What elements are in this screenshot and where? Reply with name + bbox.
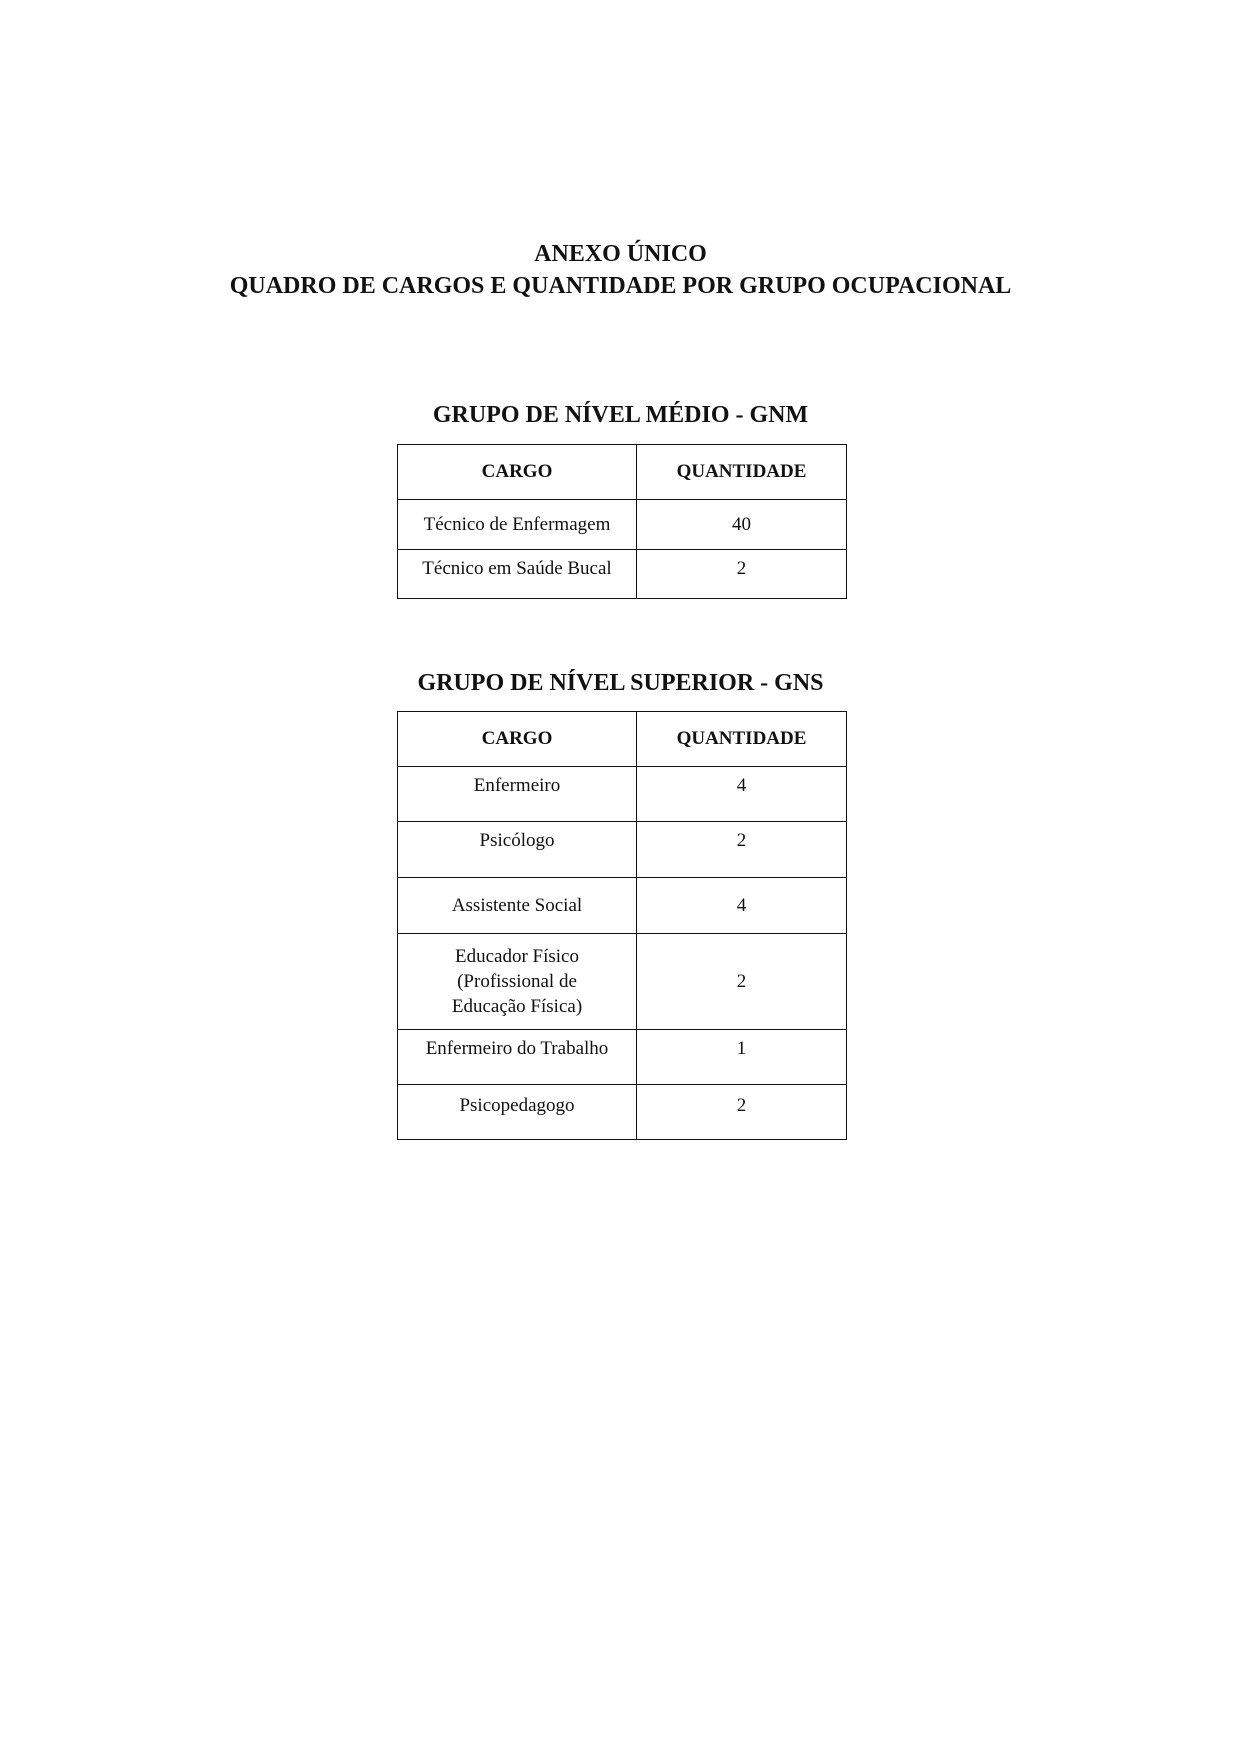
cargo-cell: Assistente Social [398, 878, 637, 934]
gns-table [397, 711, 847, 1140]
quantidade-cell: 4 [637, 878, 847, 934]
cargo-line: (Profissional de [457, 971, 577, 992]
column-header-cargo: CARGO [398, 712, 637, 767]
annex-title: ANEXO ÚNICO [534, 241, 707, 267]
quantidade-cell: 2 [637, 934, 847, 1030]
table-header-row [398, 712, 847, 767]
table-row [398, 1085, 847, 1140]
cargo-cell: Técnico de Enfermagem [398, 500, 637, 550]
table-row [398, 822, 847, 878]
quantidade-cell: 2 [637, 822, 847, 878]
table-row [398, 934, 847, 1030]
table-row [398, 550, 847, 599]
gnm-table [397, 444, 847, 599]
table-row [398, 767, 847, 822]
cargo-cell [398, 934, 637, 1030]
cargo-cell: Técnico em Saúde Bucal [398, 550, 637, 599]
quantidade-cell: 40 [637, 500, 847, 550]
gnm-group-title: GRUPO DE NÍVEL MÉDIO - GNM [432, 402, 809, 428]
cargo-line: Educador Físico [454, 946, 579, 967]
document-header [0, 238, 1241, 302]
annex-subtitle: QUADRO DE CARGOS E QUANTIDADE POR GRUPO OCUPACIONAL [229, 273, 1012, 299]
cargo-cell: Psicopedagogo [398, 1085, 637, 1140]
quantidade-cell: 2 [637, 550, 847, 599]
quantidade-cell: 1 [637, 1030, 847, 1085]
quantidade-cell: 2 [637, 1085, 847, 1140]
cargo-cell: Psicólogo [398, 822, 637, 878]
cargo-line: Educação Física) [451, 996, 583, 1017]
column-header-quantidade: QUANTIDADE [637, 712, 847, 767]
column-header-cargo: CARGO [398, 445, 637, 500]
gns-group-title: GRUPO DE NÍVEL SUPERIOR - GNS [417, 670, 824, 696]
table-row [398, 500, 847, 550]
column-header-quantidade: QUANTIDADE [637, 445, 847, 500]
table-row [398, 878, 847, 934]
table-header-row [398, 445, 847, 500]
table-row [398, 1030, 847, 1085]
cargo-cell: Enfermeiro [398, 767, 637, 822]
cargo-cell: Enfermeiro do Trabalho [398, 1030, 637, 1085]
quantidade-cell: 4 [637, 767, 847, 822]
